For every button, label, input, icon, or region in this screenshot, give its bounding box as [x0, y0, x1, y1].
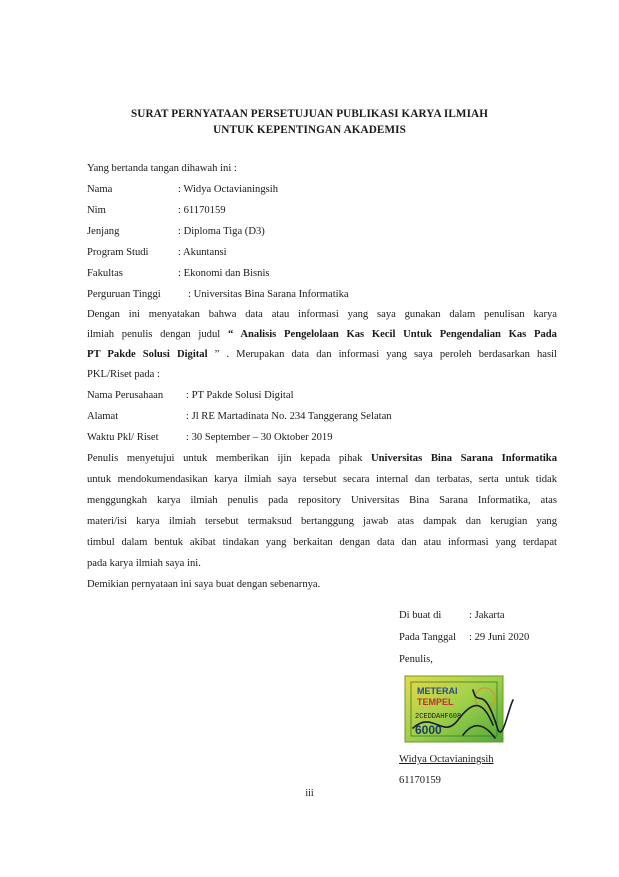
signature-place-label: Di buat di: [399, 610, 442, 621]
signature-place-value: : Jakarta: [469, 610, 505, 621]
svg-text:METERAI: METERAI: [417, 686, 458, 696]
identity-label: Jenjang: [87, 226, 120, 237]
identity-row: [87, 247, 227, 258]
signer-nim: 61170159: [399, 775, 441, 786]
identity-row: [87, 184, 278, 195]
university-name: Universitas Bina Sarana Informatika: [371, 453, 557, 464]
thesis-title: “ Analisis Pengelolaan Kas Kecil Untuk Pengendalian Kas Pada: [227, 329, 557, 340]
statement-line: [87, 349, 557, 360]
permission-text: Penulis menyetujui untuk memberikan ijin kepada pihak: [87, 453, 363, 464]
signature-date-label: Pada Tanggal: [399, 632, 457, 643]
statement-line: PKL/Riset pada :: [87, 369, 160, 380]
signature-place: [399, 610, 505, 621]
identity-value: : Ekonomi dan Bisnis: [178, 268, 270, 279]
statement-text: ilmiah penulis dengan judul: [87, 329, 221, 340]
permission-line: pada karya ilmiah saya ini.: [87, 558, 201, 569]
identity-value: : 61170159: [178, 205, 226, 216]
identity-value: : Akuntansi: [178, 247, 227, 258]
identity-label: Program Studi: [87, 247, 149, 258]
svg-text:6000: 6000: [415, 723, 442, 737]
document-title-line2: UNTUK KEPENTINGAN AKADEMIS: [213, 124, 406, 136]
document-title-line1: SURAT PERNYATAAN PERSETUJUAN PUBLIKASI KARYA ILMIAH: [130, 108, 489, 120]
identity-value: : Widya Octavianingsih: [178, 184, 278, 195]
company-value: : PT Pakde Solusi Digital: [186, 390, 294, 401]
company-row: [87, 432, 333, 443]
company-row: [87, 411, 392, 422]
identity-row: [87, 268, 270, 279]
permission-line: materi/isi karya ilmiah tersebut termaksud bertanggung jawab atas dampak dan kerugian yang: [87, 516, 557, 527]
identity-value: : Universitas Bina Sarana Informatika: [188, 289, 349, 300]
identity-label: Nama: [87, 184, 113, 195]
identity-label: Nim: [87, 205, 106, 216]
identity-row: [87, 205, 226, 216]
statement-text: ” . Merupakan data dan informasi yang saya peroleh berdasarkan hasil: [214, 349, 557, 360]
signature-role: Penulis,: [399, 654, 433, 665]
identity-row: [87, 289, 349, 300]
identity-row: [87, 226, 265, 237]
page-number: iii: [305, 788, 314, 799]
permission-line: [87, 453, 557, 464]
intro-text: Yang bertanda tangan dihawah ini :: [87, 163, 237, 174]
company-label: Nama Perusahaan: [87, 390, 164, 401]
closing-statement: Demikian pernyataan ini saya buat dengan sebenarnya.: [87, 579, 321, 590]
signature-date-value: : 29 Juni 2020: [469, 632, 530, 643]
identity-label: Fakultas: [87, 268, 123, 279]
permission-line: timbul dalam bentuk akibat tindakan yang berkaitan dengan data dan atau informasi yang terdapat: [87, 537, 557, 548]
svg-text:2CEDDAHF608: 2CEDDAHF608: [415, 713, 462, 721]
signer-name: Widya Octavianingsih: [399, 754, 494, 765]
statement-line: Dengan ini menyatakan bahwa data atau informasi yang saya gunakan dalam penulisan karya: [87, 309, 557, 320]
permission-line: untuk mendokumendasikan karya ilmiah saya tersebut secara internal dan terbatas, serta untuk tidak: [87, 474, 557, 485]
company-row: [87, 390, 294, 401]
statement-line: [87, 329, 557, 340]
company-value: : Jl RE Martadinata No. 234 Tanggerang Selatan: [186, 411, 392, 422]
signature-date: [399, 632, 529, 643]
permission-line: menggungkah karya ilmiah penulis pada repository Universitas Bina Sarana Informatika, atas: [87, 495, 557, 506]
thesis-title-company: PT Pakde Solusi Digital: [87, 349, 208, 360]
company-label: Alamat: [87, 411, 119, 422]
svg-text:TEMPEL: TEMPEL: [417, 697, 454, 707]
company-label: Waktu Pkl/ Riset: [87, 432, 159, 443]
identity-label: Perguruan Tinggi: [87, 289, 161, 300]
company-value: : 30 September – 30 Oktober 2019: [186, 432, 333, 443]
revenue-stamp-with-signature: [403, 670, 515, 748]
identity-value: : Diploma Tiga (D3): [178, 226, 265, 237]
